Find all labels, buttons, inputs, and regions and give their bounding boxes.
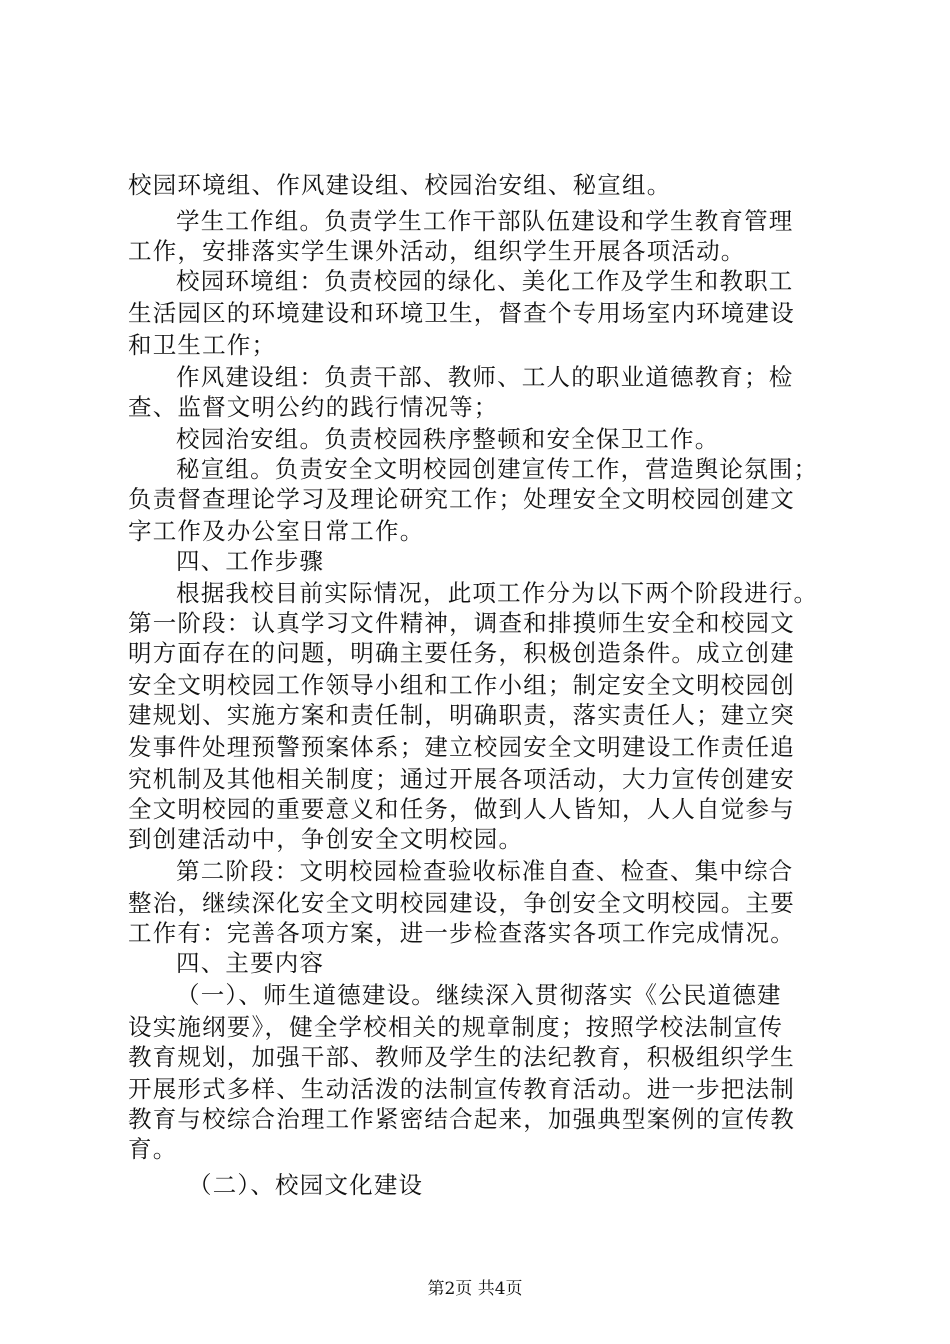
- text-line: 第一阶段：认真学习文件精神，调查和排摸师生安全和校园文: [128, 609, 795, 637]
- text-line: 学生工作组。负责学生工作干部队伍建设和学生教育管理: [176, 207, 794, 235]
- text-line: 和卫生工作；: [128, 331, 277, 359]
- text-line: 生活园区的环境建设和环境卫生，督查个专用场室内环境建设: [128, 299, 795, 327]
- text-line: 究机制及其他相关制度；通过开展各项活动，大力宣传创建安: [128, 765, 795, 793]
- text-line: 工作有：完善各项方案，进一步检查落实各项工作完成情况。: [128, 919, 795, 947]
- text-line: 教育规划，加强干部、教师及学生的法纪教育，积极组织学生: [128, 1043, 795, 1071]
- text-line: 工作，安排落实学生课外活动，组织学生开展各项活动。: [128, 237, 746, 265]
- text-line: 开展形式多样、生动活泼的法制宣传教育活动。进一步把法制: [128, 1075, 795, 1103]
- text-line: 查、监督文明公约的践行情况等；: [128, 393, 499, 421]
- section-heading: 四、主要内容: [176, 949, 325, 977]
- text-line: 秘宣组。负责安全文明校园创建宣传工作，营造舆论氛围；: [176, 455, 819, 483]
- text-line: 教育与校综合治理工作紧密结合起来，加强典型案例的宣传教: [128, 1105, 795, 1133]
- text-line: 校园治安组。负责校园秩序整顿和安全保卫工作。: [176, 425, 720, 453]
- text-line: 字工作及办公室日常工作。: [128, 517, 425, 545]
- text-line: 设实施纲要》，健全学校相关的规章制度；按照学校法制宣传: [128, 1013, 784, 1041]
- text-line: 育。: [128, 1135, 178, 1163]
- text-line: 作风建设组：负责干部、教师、工人的职业道德教育；检: [176, 363, 794, 391]
- text-line: 根据我校目前实际情况，此项工作分为以下两个阶段进行。: [176, 579, 819, 607]
- text-line: 校园环境组：负责校园的绿化、美化工作及学生和教职工: [176, 267, 794, 295]
- text-line: 全文明校园的重要意义和任务，做到人人皆知，人人自觉参与: [128, 795, 795, 823]
- text-line: 校园环境组、作风建设组、校园治安组、秘宣组。: [128, 171, 672, 199]
- text-line: 负责督查理论学习及理论研究工作；处理安全文明校园创建文: [128, 485, 795, 513]
- text-line: 整治，继续深化安全文明校园建设，争创安全文明校园。主要: [128, 889, 795, 917]
- text-line: 第二阶段：文明校园检查验收标准自查、检查、集中综合: [176, 857, 794, 885]
- page-number-footer: 第2页 共4页: [427, 1279, 523, 1299]
- section-heading: 四、工作步骤: [176, 547, 325, 575]
- text-line: 安全文明校园工作领导小组和工作小组；制定安全文明校园创: [128, 671, 795, 699]
- text-line: （一）、师生道德建设。继续深入贯彻落实《公民道德建: [176, 981, 782, 1009]
- text-line: 到创建活动中，争创安全文明校园。: [128, 825, 524, 853]
- text-line: 发事件处理预警预案体系；建立校园安全文明建设工作责任追: [128, 733, 795, 761]
- text-line: 建规划、实施方案和责任制，明确职责，落实责任人；建立突: [128, 701, 795, 729]
- text-line: 明方面存在的问题，明确主要任务，积极创造条件。成立创建: [128, 639, 795, 667]
- section-heading: （二）、校园文化建设: [188, 1171, 424, 1199]
